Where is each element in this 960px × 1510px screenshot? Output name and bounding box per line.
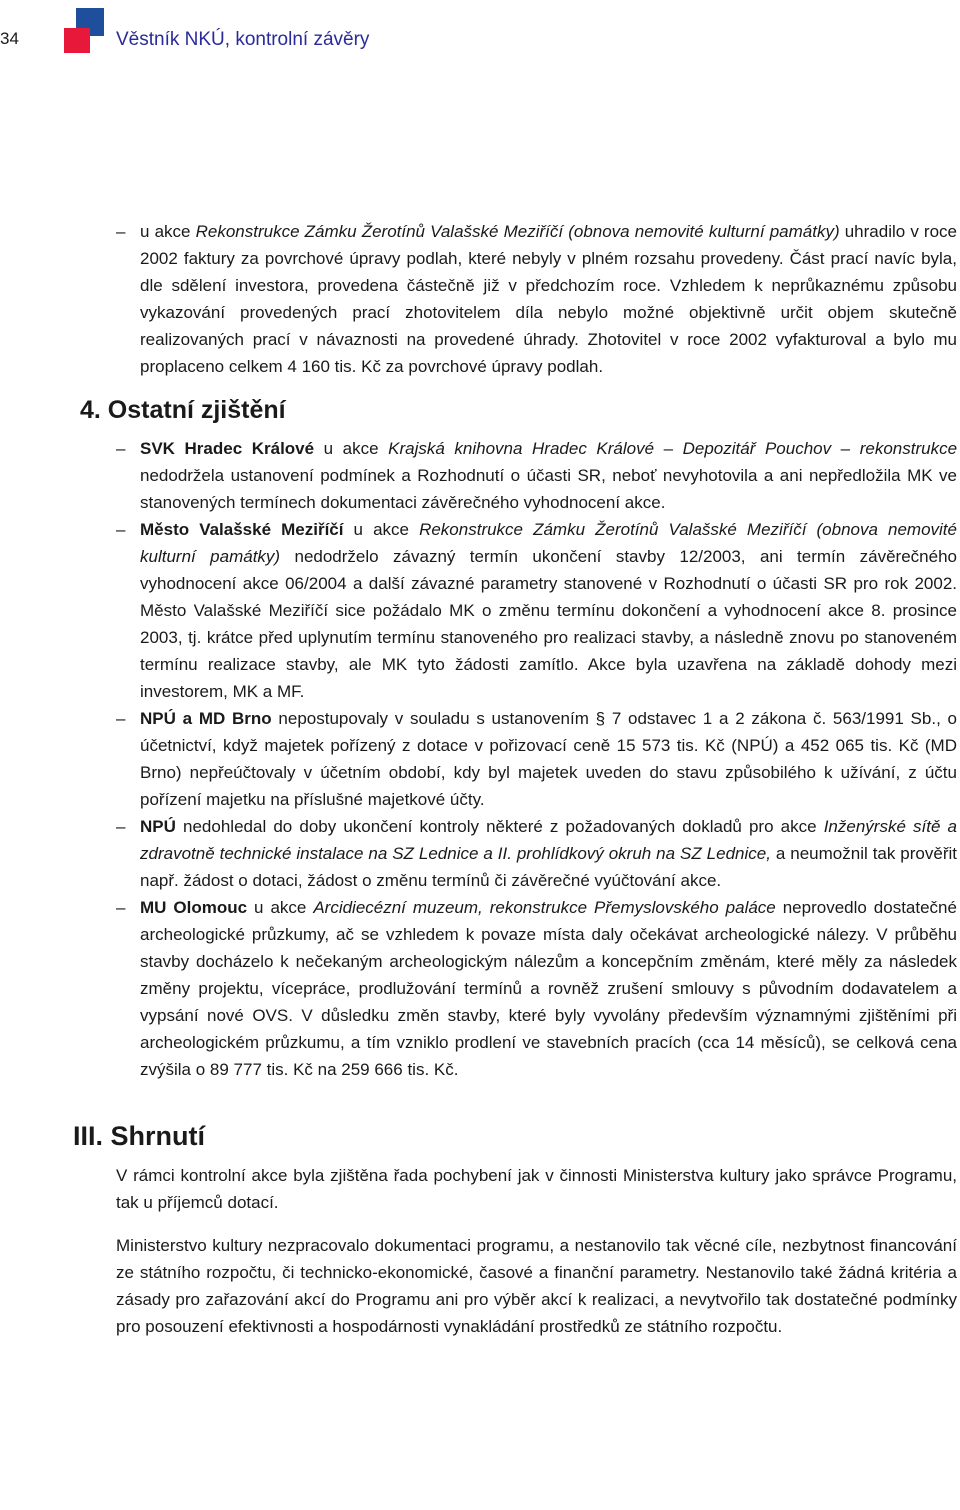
page-content bbox=[0, 218, 960, 1356]
list-item: – MU Olomouc u akce Arcidiecézní muzeum, rekonstrukce Přemyslovského paláce neprovedlo dostatečné archeologické průzkumy, ač se vzhledem k povaze místa daly očekávat archeologické nálezy. V průběhu stavby docházelo k nečekaným archeologickým nálezům a koncepčním změnám, které měly za následek změny projektu, vícepráce, prodlužování termínů a rovněž zrušení smlouvy s původním dodavatelem a vypsání nové OVS. V důsledku změn stavby, které byly vyvolány především významnými zjištěními při archeologickém průzkumu, a tím vzniklo prodlení ve stavebních pracích (cca 14 měsíců), se celková cena zvýšila o 89 777 tis. Kč na 259 666 tis. Kč. bbox=[0, 894, 960, 1083]
list-item: – u akce Rekonstrukce Zámku Žerotínů Valašské Meziříčí (obnova nemovité kulturní památky) uhradilo v roce 2002 faktury za povrchové úpravy podlah, které nebyly v plném rozsahu provedeny. Část prací navíc byla, dle sdělení investora, provedena částečně již v předchozím roce. Vzhledem k neprůkaznému způsobu vykazování provedených prací zhotovitelem díla nebylo možné objektivně určit objem skutečně realizovaných prací v návaznosti na provedené úhrady. Zhotovitel v roce 2002 vyfakturoval a bylo mu proplaceno celkem 4 160 tis. Kč za povrchové úpravy podlah. bbox=[0, 218, 960, 380]
paragraph: Ministerstvo kultury nezpracovalo dokumentaci programu, a nestanovilo tak věcné cíle, nezbytnost financování ze státního rozpočtu, či technicko-ekonomické, časové a finanční parametry. Nestanovilo také žádná kritéria a zásady pro zařazování akcí do Programu ani pro výběr akcí k realizaci, a nevytvořilo tak dostatečné podmínky pro posouzení efektivnosti a hospodárnosti vynakládání prostředků ze státního rozpočtu. bbox=[116, 1236, 957, 1336]
bullet-dash: – bbox=[116, 817, 126, 836]
bullet-dash: – bbox=[116, 520, 126, 539]
list-item: – Město Valašské Meziříčí u akce Rekonstrukce Zámku Žerotínů Valašské Meziříčí (obnova nemovité kulturní památky) nedodrželo závazný termín ukončení stavby 12/2003, ani termín závěrečného vyhodnocení akce 06/2004 a další závazné parametry stanovené v Rozhodnutí o účasti SR pro rok 2002. Město Valašské Meziříčí sice požádalo MK o změnu termínu dokončení a vyhodnocení akce 8. prosince 2003, tj. krátce před uplynutím termínu stanoveného pro realizaci stavby, a následně znovu po stanoveném termínu realizace stavby, ale MK tyto žádosti zamítlo. Akce byla uzavřena na základě dohody mezi investorem, MK a MF. bbox=[0, 516, 960, 705]
bullet-dash: – bbox=[116, 439, 126, 458]
paragraph: V rámci kontrolní akce byla zjištěna řada pochybení jak v činnosti Ministerstva kultury jako správce Programu, tak u příjemců dotací. bbox=[116, 1166, 957, 1212]
logo-red-square bbox=[64, 28, 90, 53]
publisher-logo bbox=[64, 8, 104, 48]
list-item: – NPÚ nedohledal do doby ukončení kontroly některé z požadovaných dokladů pro akce Inženýrské sítě a zdravotně technické instalace na SZ Lednice a II. prohlídkový okruh na SZ Lednice, a neumožnil tak prověřit např. žádost o dotaci, žádost o změnu termínů či závěrečné vyúčtování akce. bbox=[0, 813, 960, 894]
bullet-dash: – bbox=[116, 222, 126, 241]
chapter-heading: III. Shrnutí bbox=[73, 1121, 205, 1151]
list-item: – SVK Hradec Králové u akce Krajská knihovna Hradec Králové – Depozitář Pouchov – rekonstrukce nedodržela ustanovení podmínek a Rozhodnutí o účasti SR, neboť nevyhotovila a ani nepředložila MK ve stanovených termínech dokumentaci závěrečného vyhodnocení akce. bbox=[0, 435, 960, 516]
section-heading: 4. Ostatní zjištění bbox=[80, 396, 286, 424]
header-title: Věstník NKÚ, kontrolní závěry bbox=[116, 29, 370, 50]
page-number: 34 bbox=[0, 29, 19, 48]
bullet-dash: – bbox=[116, 898, 126, 917]
list-item: – NPÚ a MD Brno nepostupovaly v souladu s ustanovením § 7 odstavec 1 a 2 zákona č. 563/1991 Sb., o účetnictví, když majetek pořízený z dotace v pořizovací ceně 15 573 tis. Kč (NPÚ) a 452 065 tis. Kč (MD Brno) nepřeúčtovaly v účetním období, kdy byl majetek uveden do stavu způsobilého k užívání, z účtu pořízení majetku na příslušné majetkové účty. bbox=[0, 705, 960, 813]
bullet-dash: – bbox=[116, 709, 126, 728]
